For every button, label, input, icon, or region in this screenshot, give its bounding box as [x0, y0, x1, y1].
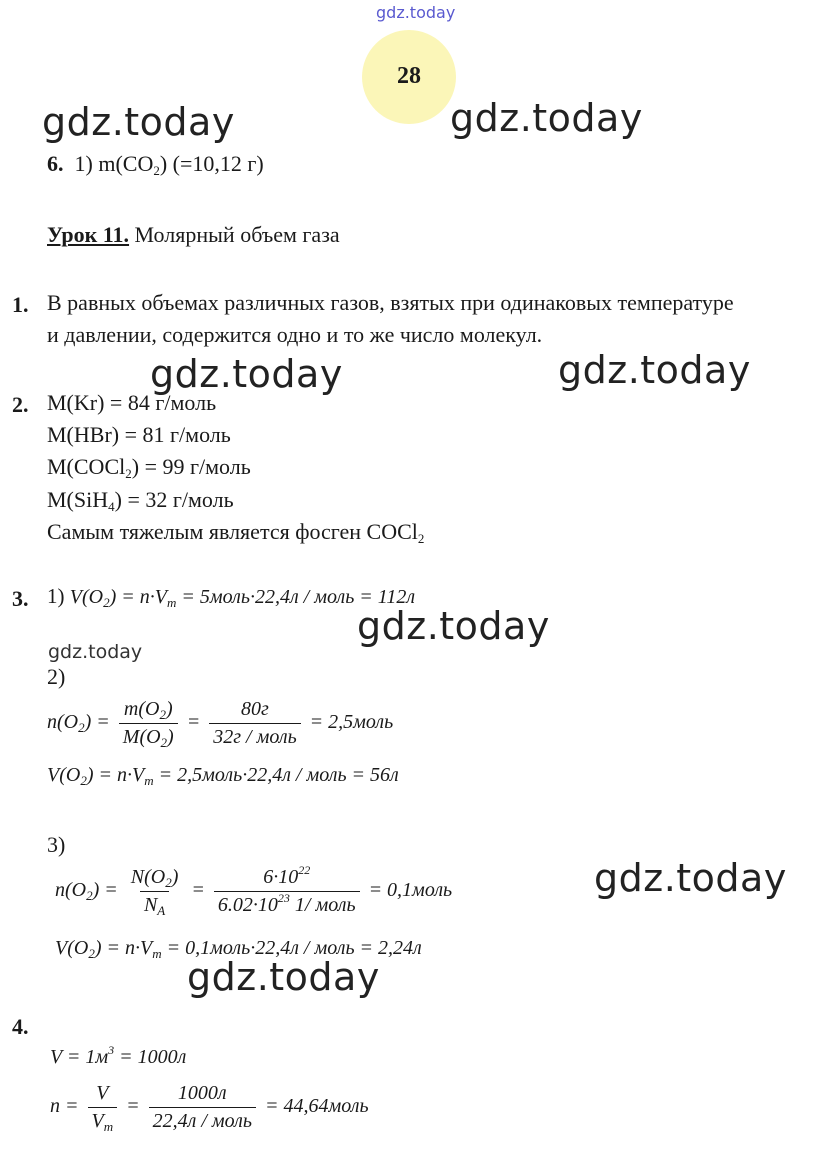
task3-part3-v-equation: $V(O_2) = n\cdot V_m$ = 0,1моль·22,4л / моль = 2,24л — [55, 937, 422, 961]
task3-part1: 1) $V(O_2) = n\cdot V_m$ = 5моль·22,4л / моль = 112л — [47, 584, 416, 610]
task4-volume: $V = 1м^3 = 1000л$ — [50, 1043, 187, 1068]
lesson-subtitle: Молярный объем газа — [134, 222, 340, 247]
fraction: $\frac{80г}{\text{32г / моль}}$ — [209, 698, 300, 749]
watermark: gdz.today — [357, 604, 550, 648]
task3-part3-n-equation: $n(O_2)$ = $\frac{N(O_2)}{N_A}$ = $\frac{6\cdot 10^{22}}{6.02\cdot 10^{23} 1/ моль}$ = 0,1моль — [55, 863, 453, 918]
task-number: 3. — [12, 586, 29, 611]
lesson-heading — [47, 224, 340, 246]
watermark-top: gdz.today — [376, 3, 456, 22]
lesson-title: Урок 11. — [47, 222, 130, 247]
fraction: $\frac{6\cdot 10^{22}}{6.02\cdot 10^{23} 1/ моль}$ — [214, 866, 360, 917]
item-6: 6. 1) $m(CO_2)$ (=10,12 г) — [47, 151, 264, 178]
fraction: $\frac{V}{V_m}$ — [88, 1082, 118, 1133]
item-number: 6. — [47, 151, 64, 176]
task3-part2-label: 2) — [47, 664, 66, 689]
watermark: gdz.today — [187, 955, 380, 999]
watermark: gdz.today — [450, 96, 643, 140]
task1-line2: и давлении, содержится одно и то же число молекул. — [47, 322, 543, 347]
task3-part3-label: 3) — [47, 832, 66, 857]
fraction: $\frac{m(O_2)}{M(O_2)}$ — [119, 698, 178, 749]
molar-mass-hbr: M(HBr) = 81 г/моль — [47, 422, 231, 447]
task2-conclusion: Самым тяжелым является фосген COCl$_2$ — [47, 519, 425, 546]
item-6-text: 1) m(CO — [74, 151, 154, 176]
fraction: $\frac{1000л}{\text{22,4л / моль}}$ — [149, 1082, 256, 1133]
watermark: gdz.today — [594, 856, 787, 900]
page-number: 28 — [397, 63, 421, 89]
task3-part2-n-equation: $n(O_2)$ = $\frac{m(O_2)}{M(O_2)}$ = $\frac{80г}{\text{32г / моль}}$ = 2,5моль — [47, 698, 394, 750]
watermark-small: gdz.today — [48, 641, 143, 663]
task3-part2-v-equation: $V(O_2) = n\cdot V_m$ = 2,5моль·22,4л / моль = 56л — [47, 764, 399, 788]
task-number: 2. — [12, 392, 29, 417]
task1-line1: В равных объемах различных газов, взятых при одинаковых температуре — [47, 290, 734, 315]
molar-mass-sih4: M(SiH$_4$) = 32 г/моль — [47, 487, 234, 514]
task-number: 1. — [12, 292, 29, 317]
task4-n-equation: n = $\frac{V}{V_m}$ = $\frac{1000л}{\text{22,4л / моль}}$ = 44,64моль — [50, 1082, 369, 1134]
molar-mass-kr: M(Kr) = 84 г/моль — [47, 390, 217, 415]
watermark: gdz.today — [558, 348, 751, 392]
watermark: gdz.today — [42, 100, 235, 144]
task-number: 4. — [12, 1014, 29, 1039]
molar-mass-cocl2: M(COCl$_2$) = 99 г/моль — [47, 454, 251, 481]
watermark: gdz.today — [150, 352, 343, 396]
fraction: $\frac{N(O_2)}{N_A}$ — [130, 866, 179, 918]
